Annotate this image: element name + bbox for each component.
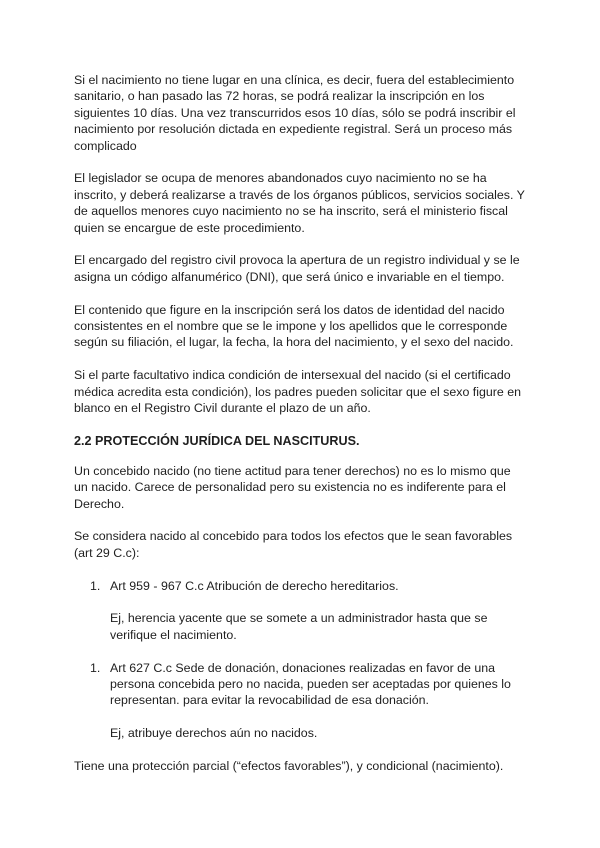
list-item — [74, 578, 526, 594]
list-item-text: Art 959 - 967 C.c Atribución de derecho hereditarios. — [110, 578, 399, 593]
list-item-example: Ej, herencia yacente que se somete a un administrador hasta que se verifique el nacimiento. — [110, 611, 488, 642]
list-item-text: Art 627 C.c Sede de donación, donaciones realizadas en favor de una persona concebida pero no nacida, pueden ser aceptadas por quienes lo representan. para evitar la revocabilidad de esa donación. — [110, 660, 511, 708]
document-body — [74, 72, 526, 791]
list-number: 1. — [90, 660, 101, 675]
list-number: 1. — [90, 578, 101, 593]
paragraph: Se considera nacido al concebido para todos los efectos que le sean favorables (art 29 C.c): — [74, 529, 513, 560]
paragraph: Tiene una protección parcial (“efectos favorables”), y condicional (nacimiento). — [74, 759, 504, 774]
paragraph: Si el parte facultativo indica condición de intersexual del nacido (si el certificado médica acredita esta condición), los padres pueden solicitar que el sexo figure en blanco en el Registro Civil durante el plazo de un año. — [74, 368, 522, 416]
paragraph: Un concebido nacido (no tiene actitud para tener derechos) no es lo mismo que un nacido. Carece de personalidad pero su existencia no es indiferente para el Derecho. — [74, 463, 511, 511]
list-item-example: Ej, atribuye derechos aún no nacidos. — [110, 726, 318, 741]
paragraph: El contenido que figure en la inscripción será los datos de identidad del nacido consistentes en el nombre que se le impone y los apellidos que le corresponde según su filiación, el lugar, la fecha, la hora del nacimiento, y el sexo del nacido. — [74, 302, 514, 350]
list-item — [74, 660, 526, 709]
paragraph: Si el nacimiento no tiene lugar en una clínica, es decir, fuera del establecimiento sanitario, o han pasado las 72 horas, se podrá realizar la inscripción en los siguientes 10 días. Una vez transcurridos esos 10 días, sólo se podrá inscribir el nacimiento por resolución dictada en expediente registral. Será un proceso más complicado — [74, 73, 516, 153]
paragraph: El encargado del registro civil provoca la apertura de un registro individual y se le asigna un código alfanumérico (DNI), que será único e invariable en el tiempo. — [74, 253, 520, 284]
paragraph: El legislador se ocupa de menores abandonados cuyo nacimiento no se ha inscrito, y deberá realizarse a través de los órganos públicos, servicios sociales. Y de aquellos menores cuyo nacimiento no se ha inscrito, será el ministerio fiscal quien se encargue de este procedimiento. — [74, 171, 525, 235]
section-heading: 2.2 PROTECCIÓN JURÍDICA DEL NASCITURUS. — [74, 433, 360, 448]
